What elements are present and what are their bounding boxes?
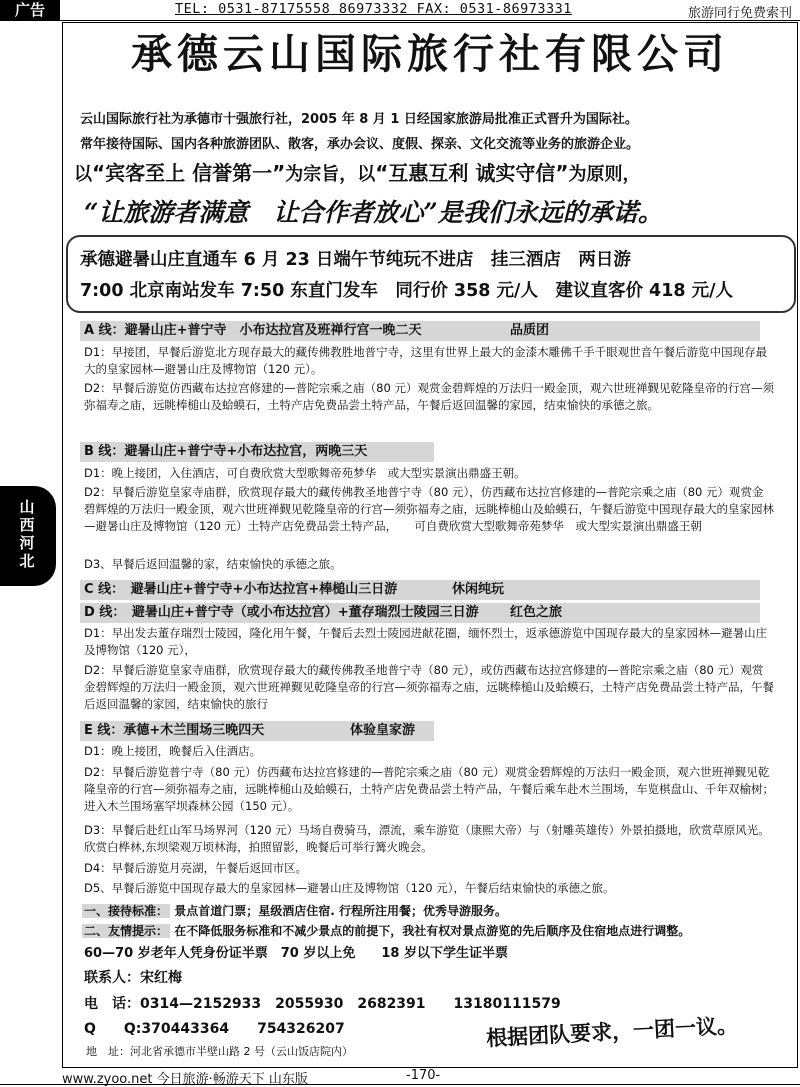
age-discount-policy: 60—70 岁老年人凭身份证半票 70 岁以上免 18 岁以下学生证半票 — [84, 946, 508, 961]
closing-slogan: 根据团队要求，一团一议。 — [485, 1012, 739, 1051]
route-a-title: A 线：避暑山庄+普宁寺 小布达拉宫及班禅行宫一晚二天 — [84, 323, 422, 338]
route-d-day-2: D2：早餐后游览皇家寺庙群，欣赏现存最大的藏传佛教圣地普宁寺（80 元），或仿西藏布达拉宫修建的—普陀宗乘之庙（80 元）观赏金碧辉煌的万法归一殿金顶，观六世班禅觐见乾隆皇帝的行宫—须弥福寿之庙，远眺棒槌山及蛤蟆石，土特产店免费品尝土特产品，午餐后返回温馨的家园，结束愉快的旅行 — [84, 663, 774, 711]
route-c-tag: 休闲纯玩 — [452, 582, 505, 597]
reception-standard-label: 一、接待标准： — [84, 904, 169, 918]
route-e-tag: 体验皇家游 — [350, 723, 416, 738]
promo-line-1: 承德避暑山庄直通车 6 月 23 日端午节纯玩不进店 挂三酒店 两日游 — [80, 250, 631, 270]
contact-person-label: 联系人： — [84, 970, 140, 986]
region-side-tab-label: 山西河北 — [19, 498, 35, 570]
intro-line-2: 常年接待国际、国内各种旅游团队、散客，承办会议、度假、探亲、文化交流等业务的旅游企业。 — [80, 137, 640, 152]
promo-box — [66, 235, 796, 313]
route-e-day-3: D3：早餐后赴红山军马场界河（120 元）马场自费骑马，漂流，乘车游览（康熙大帝）与（射雕英雄传）外景拍摄地，欣赏草原风光。欣赏白桦林,东坝梁观万顷林海，拍照留影，晚餐后可举行篝火晚会。 — [84, 823, 770, 854]
route-a-day-2: D2：早餐后游览仿西藏布达拉宫修建的—普陀宗乘之庙（80 元）观赏金碧辉煌的万法归一殿金顶，观六世班禅觐见乾隆皇帝的行宫—须弥福寿之庙，远眺棒槌山及蛤蟆石，土特产店免费品尝土特产品，午餐后返回温馨的家园，结束愉快的承德之旅。 — [84, 381, 774, 412]
route-b-title: B 线：避暑山庄+普宁寺+小布达拉宫，两晚三天 — [84, 444, 368, 459]
friendly-reminder-text: 在不降低服务标准和不减少景点的前提下，我社有权对景点游览的先后顺序及住宿地点进行调整。 — [174, 924, 691, 938]
top-bar — [0, 0, 800, 21]
route-b-day-2: D2：早餐后游览皇家寺庙群，欣赏现存最大的藏传佛教圣地普宁寺（80 元），仿西藏布达拉宫修建的—普陀宗乘之庙（80 元）观赏金碧辉煌的万法归一殿金顶，观六世班禅觐见乾隆皇帝的行宫—须弥福寿之庙，远眺棒槌山及蛤蟆石，午餐后游览中国现存最大的皇家园林—避暑山庄及博物馆（120 元）土特产店免费品尝土特产品， 可自费欣赏大型歌舞帝苑梦华 或大型实景演出鼎盛王朝 — [84, 485, 774, 533]
contact-qq-numbers: 370443364 754326207 — [141, 1021, 345, 1037]
route-e-day-4: D4：早餐后游览月亮湖，午餐后返回市区。 — [84, 861, 308, 875]
region-side-tab — [0, 486, 56, 586]
route-e-day-5: D5、早餐后游览中国现存最大的皇家园林—避暑山庄及博物馆（120 元），午餐后结束愉快的承德之旅。 — [84, 881, 615, 895]
route-b-day-1: D1：晚上接团，入住酒店，可自费欣赏大型歌舞帝苑梦华 或大型实景演出鼎盛王朝。 — [84, 466, 526, 480]
page-number: -170- — [406, 1068, 441, 1083]
promo-line-2: 7:00 北京南站发车 7:50 东直门发车 同行价 358 元/人 建议直客价 418 元/人 — [80, 281, 734, 301]
footer-site: www.zyoo.net 今日旅游·畅游天下 山东版 — [62, 1072, 308, 1087]
contact-phone — [84, 993, 561, 1013]
contact-qq — [84, 1018, 345, 1038]
reception-standard — [82, 902, 507, 919]
contact-address: 地 址：河北省承德市半壁山路 2 号（云山饭店院内） — [86, 1045, 353, 1058]
route-e-title: E 线：承德+木兰围场三晚四天 — [84, 723, 265, 738]
route-c-title: C 线： 避暑山庄+普宁寺+小布达拉宫+棒槌山三日游 — [84, 582, 398, 597]
ad-label: 广告 — [0, 0, 60, 20]
slogan-part-a: 以 — [74, 164, 92, 185]
contact-person-name: 宋红梅 — [140, 970, 182, 986]
route-b-header — [80, 442, 434, 462]
route-e-day-2: D2：早餐后游览普宁寺（80 元）仿西藏布达拉宫修建的—普陀宗乘之庙（80 元）观赏金碧辉煌的万法归一殿金顶，观六世班禅觐见乾隆皇帝的行宫—须弥福寿之庙，远眺棒槌山及蛤蟆石，土特产店免费品尝土特产品，午餐后乘车赴木兰围场，车览棋盘山、千年双榆树；进入木兰围场塞罕坝森林公园（150 元）。 — [84, 765, 774, 813]
route-a-day-1: D1：早接团，早餐后游览北方现存最大的藏传佛教胜地普宁寺，这里有世界上最大的金漆木雕佛千手千眼观世音午餐后游览中国现存最大的皇家园林—避暑山庄及博物馆（120 元）。 — [84, 345, 768, 376]
slogan-line — [74, 157, 641, 186]
route-a-tag: 品质团 — [510, 323, 550, 338]
index-label: 旅游同行免费索刊 — [687, 6, 792, 21]
route-a-header — [80, 321, 760, 341]
reception-standard-text: 景点首道门票；星级酒店住宿. 行程所注用餐；优秀导游服务。 — [174, 904, 507, 918]
slogan-part-e: 为原则， — [568, 164, 641, 185]
slogan-part-b: “宾客至上 信誉第一” — [92, 161, 286, 185]
route-d-header — [80, 603, 760, 623]
promise-line: “让旅游者满意 让合作者放心”是我们永远的承诺。 — [84, 198, 663, 227]
route-d-tag: 红色之旅 — [510, 605, 563, 620]
intro-line-1: 云山国际旅行社为承德市十强旅行社，2005 年 8 月 1 日经国家旅游局批准正式晋升为国际社。 — [80, 112, 638, 127]
header-contact-line: TEL: 0531-87175558 86973332 FAX: 0531-86973331 — [175, 1, 572, 17]
route-d-title: D 线： 避暑山庄+普宁寺（或小布达拉宫）+董存瑞烈士陵园三日游 — [84, 605, 479, 620]
contact-phone-numbers: 0314—2152933 2055930 2682391 13180111579 — [140, 996, 561, 1012]
contact-person — [84, 967, 182, 987]
slogan-part-d: “互惠互利 诚实守信” — [375, 161, 569, 185]
contact-qq-label: Q Q: — [84, 1021, 142, 1037]
slogan-part-c: 为宗旨，以 — [285, 164, 376, 185]
route-e-header — [80, 721, 434, 741]
friendly-reminder — [82, 922, 690, 939]
contact-phone-label: 电 话： — [84, 996, 140, 1012]
route-b-day-3: D3、早餐后返回温馨的家，结束愉快的承德之旅。 — [84, 557, 342, 571]
footer-divider — [0, 1084, 800, 1085]
route-e-day-1: D1：晚上接团，晚餐后入住酒店。 — [84, 744, 262, 758]
friendly-reminder-label: 二、友情提示： — [84, 924, 169, 938]
company-title: 承德云山国际旅行社有限公司 — [131, 30, 729, 78]
route-c-header — [80, 580, 760, 600]
route-d-day-1: D1：早出发去董存瑞烈士陵园，隆化用午餐，午餐后去烈士陵园进献花圈，缅怀烈士，返承德游览中国现存最大的皇家园林—避暑山庄及博物馆（120 元）， — [84, 626, 768, 657]
